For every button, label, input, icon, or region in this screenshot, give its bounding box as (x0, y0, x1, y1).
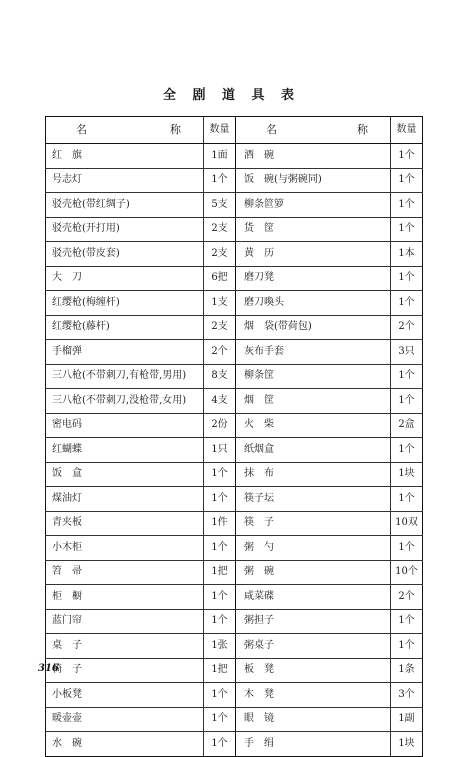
item-name-right: 饭 碗(与粥碗同) (236, 168, 391, 193)
item-name-left: 饭 盒 (46, 462, 204, 487)
item-name-right: 粥 碗 (236, 560, 391, 585)
item-qty-left: 1支 (204, 291, 236, 316)
table-row (46, 585, 423, 610)
item-qty-left: 2个 (204, 340, 236, 365)
item-name-right: 抹 布 (236, 462, 391, 487)
item-qty-left: 2份 (204, 413, 236, 438)
table-row (46, 315, 423, 340)
table-row (46, 364, 423, 389)
item-qty-right: 2个 (391, 315, 423, 340)
item-qty-right: 1个 (391, 487, 423, 512)
item-qty-right: 10个 (391, 560, 423, 585)
item-name-right: 咸菜碟 (236, 585, 391, 610)
table-row (46, 291, 423, 316)
header-qty-left-col: 数量 (204, 117, 236, 144)
item-qty-right: 1个 (391, 389, 423, 414)
item-name-left: 暖壶壶 (46, 707, 204, 732)
table-header (46, 117, 423, 144)
table-row (46, 168, 423, 193)
table-row (46, 340, 423, 365)
header-name-char-2: 称 (357, 123, 368, 136)
item-qty-right: 1个 (391, 634, 423, 659)
item-name-left: 红 旗 (46, 144, 204, 169)
item-name-right: 手 绢 (236, 732, 391, 757)
item-qty-left: 1张 (204, 634, 236, 659)
table-row (46, 462, 423, 487)
item-qty-left: 1个 (204, 536, 236, 561)
item-name-right: 黄 历 (236, 242, 391, 267)
props-table (45, 116, 423, 757)
table-row (46, 536, 423, 561)
item-name-right: 酒 碗 (236, 144, 391, 169)
item-name-right: 筷子坛 (236, 487, 391, 512)
table-row (46, 634, 423, 659)
item-name-left: 水 碗 (46, 732, 204, 757)
item-name-left: 椅 子 (46, 658, 204, 683)
header-name-char-2: 称 (170, 123, 181, 136)
header-name-char-1: 名 (76, 123, 87, 136)
item-name-right: 筷 子 (236, 511, 391, 536)
item-name-left: 手榴弹 (46, 340, 204, 365)
table-row (46, 683, 423, 708)
item-name-right: 纸烟盒 (236, 438, 391, 463)
item-qty-left: 4支 (204, 389, 236, 414)
item-name-left: 密电码 (46, 413, 204, 438)
item-qty-left: 1个 (204, 683, 236, 708)
item-name-left: 三八枪(不带刺刀,没枪带,女用) (46, 389, 204, 414)
item-name-left: 柜 橱 (46, 585, 204, 610)
item-qty-left: 2支 (204, 315, 236, 340)
table-row (46, 511, 423, 536)
item-qty-left: 1个 (204, 585, 236, 610)
item-qty-left: 1件 (204, 511, 236, 536)
item-name-left: 青夹板 (46, 511, 204, 536)
item-qty-right: 2盒 (391, 413, 423, 438)
item-qty-left: 6把 (204, 266, 236, 291)
table-row (46, 707, 423, 732)
item-qty-left: 5支 (204, 193, 236, 218)
table-row (46, 217, 423, 242)
item-name-left: 蓝门帘 (46, 609, 204, 634)
item-name-left: 桌 子 (46, 634, 204, 659)
table-row (46, 560, 423, 585)
item-qty-right: 3个 (391, 683, 423, 708)
item-name-right: 柳条笸箩 (236, 193, 391, 218)
item-qty-left: 1只 (204, 438, 236, 463)
item-qty-left: 2支 (204, 242, 236, 267)
table-body (46, 144, 423, 757)
page-title: 全 剧 道 具 表 (162, 88, 301, 103)
item-qty-right: 2个 (391, 585, 423, 610)
item-name-right: 灰布手套 (236, 340, 391, 365)
item-qty-left: 1个 (204, 609, 236, 634)
item-name-left: 大 刀 (46, 266, 204, 291)
item-name-left: 红缨枪(梅缠杆) (46, 291, 204, 316)
table-row (46, 658, 423, 683)
item-name-left: 驳壳枪(带红绸子) (46, 193, 204, 218)
item-qty-right: 1个 (391, 217, 423, 242)
item-qty-left: 1面 (204, 144, 236, 169)
item-qty-right: 1个 (391, 266, 423, 291)
item-name-left: 红蝴蝶 (46, 438, 204, 463)
item-qty-right: 1个 (391, 609, 423, 634)
table-row (46, 242, 423, 267)
table-row (46, 609, 423, 634)
item-name-right: 烟 筐 (236, 389, 391, 414)
item-name-left: 驳壳枪(开打用) (46, 217, 204, 242)
table-row (46, 389, 423, 414)
item-name-left: 煤油灯 (46, 487, 204, 512)
item-name-right: 粥 勺 (236, 536, 391, 561)
item-qty-right: 1个 (391, 291, 423, 316)
item-name-right: 柳条筐 (236, 364, 391, 389)
item-qty-right: 1块 (391, 462, 423, 487)
item-name-right: 粥担子 (236, 609, 391, 634)
item-name-right: 货 筐 (236, 217, 391, 242)
item-qty-right: 1副 (391, 707, 423, 732)
item-name-left: 笤 帚 (46, 560, 204, 585)
table-row (46, 487, 423, 512)
item-name-right: 火 柴 (236, 413, 391, 438)
header-qty-right-col: 数量 (391, 117, 423, 144)
item-qty-right: 1本 (391, 242, 423, 267)
item-name-right: 烟 袋(带荷包) (236, 315, 391, 340)
item-qty-right: 1个 (391, 536, 423, 561)
item-qty-right: 1条 (391, 658, 423, 683)
item-qty-left: 8支 (204, 364, 236, 389)
item-name-right: 眼 镜 (236, 707, 391, 732)
item-qty-right: 1个 (391, 193, 423, 218)
item-name-left: 小木柜 (46, 536, 204, 561)
table-row (46, 266, 423, 291)
item-name-right: 粥桌子 (236, 634, 391, 659)
item-qty-left: 1个 (204, 462, 236, 487)
item-qty-right: 1个 (391, 438, 423, 463)
table-row (46, 413, 423, 438)
header-name-char-1: 名 (266, 123, 277, 136)
item-qty-left: 2支 (204, 217, 236, 242)
item-qty-right: 1个 (391, 144, 423, 169)
item-qty-left: 1把 (204, 560, 236, 585)
item-qty-left: 1把 (204, 658, 236, 683)
item-qty-left: 1个 (204, 707, 236, 732)
item-name-left: 小板凳 (46, 683, 204, 708)
item-qty-right: 1块 (391, 732, 423, 757)
item-qty-left: 1个 (204, 732, 236, 757)
item-name-right: 板 凳 (236, 658, 391, 683)
item-qty-right: 1个 (391, 364, 423, 389)
item-qty-left: 1个 (204, 487, 236, 512)
item-name-left: 号志灯 (46, 168, 204, 193)
table-row (46, 438, 423, 463)
header-name-right-col (236, 117, 391, 144)
table-row (46, 193, 423, 218)
item-name-right: 木 凳 (236, 683, 391, 708)
item-name-left: 驳壳枪(带皮套) (46, 242, 204, 267)
item-qty-right: 10双 (391, 511, 423, 536)
item-qty-right: 3只 (391, 340, 423, 365)
item-name-left: 红缨枪(藤杆) (46, 315, 204, 340)
header-name-left-col (46, 117, 204, 144)
item-name-left: 三八枪(不带刺刀,有枪带,男用) (46, 364, 204, 389)
page-number: 316 (38, 663, 59, 674)
table-row (46, 144, 423, 169)
item-name-right: 磨刀喚头 (236, 291, 391, 316)
item-qty-left: 1个 (204, 168, 236, 193)
item-qty-right: 1个 (391, 168, 423, 193)
item-name-right: 磨刀凳 (236, 266, 391, 291)
table-row (46, 732, 423, 757)
